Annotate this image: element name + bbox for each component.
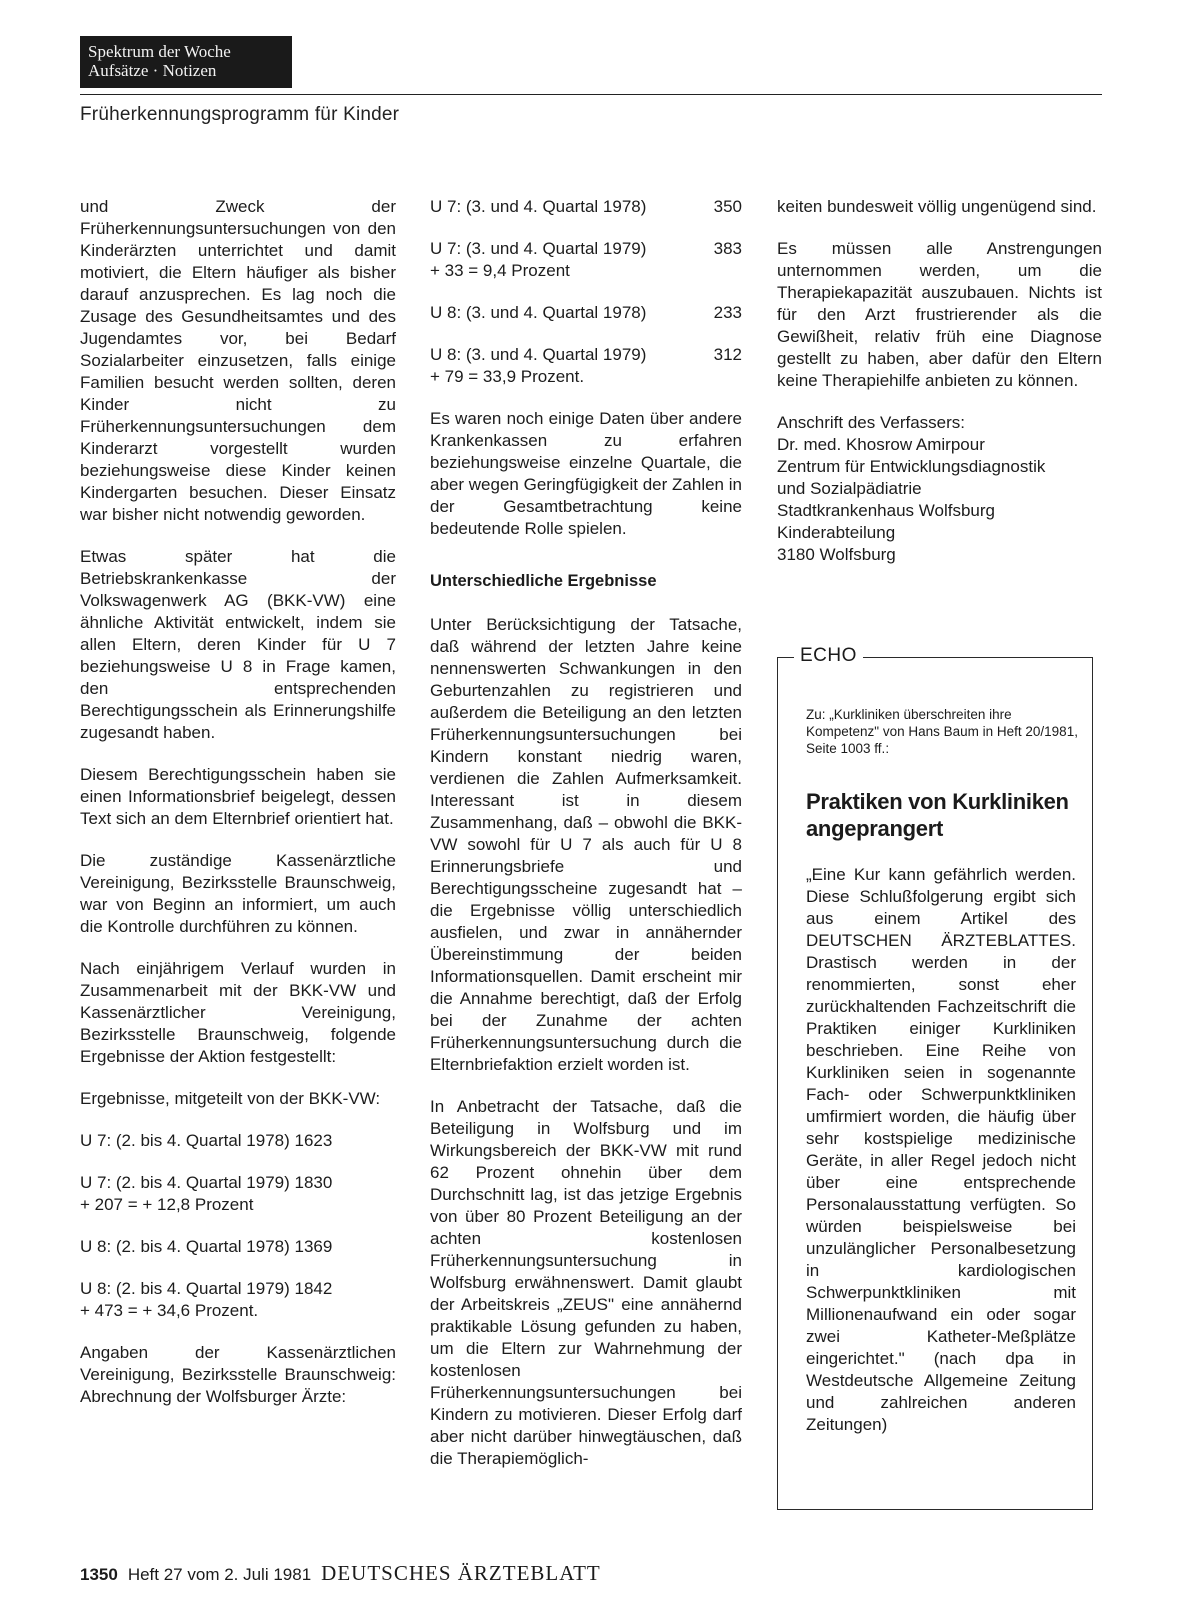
address-title: Anschrift des Verfassers:	[777, 413, 966, 432]
result-line	[430, 344, 742, 388]
result-value: 350	[713, 197, 742, 216]
address-line: Zentrum für Entwicklungsdiagnostik	[777, 457, 1046, 476]
address-line: und Sozialpädiatrie	[777, 479, 922, 498]
result-value: 233	[713, 303, 742, 322]
address-line: Stadtkrankenhaus Wolfsburg	[777, 501, 995, 520]
result-value: 383	[713, 239, 742, 258]
page-number: 1350	[80, 1565, 118, 1584]
paragraph: Nach einjährigem Verlauf wurden in Zusammenarbeit mit der BKK-VW und Kassenärztlicher Vereinigung, Bezirksstelle Braunschweig, folgende Ergebnisse der Aktion festgestellt:	[80, 959, 396, 1066]
issue-info: Heft 27 vom 2. Juli 1981	[127, 1565, 312, 1584]
result-line: U 8: (2. bis 4. Quartal 1978) 1369	[80, 1237, 333, 1256]
result-line	[80, 1172, 396, 1216]
paragraph: Es waren noch einige Daten über andere Krankenkassen zu erfahren beziehungsweise einzelne Quartale, die aber wegen Geringfügigkeit der Zahlen in der Gesamtbetrachtung keine bedeutende Rolle spielen.	[430, 409, 742, 538]
result-line	[430, 238, 742, 282]
result-line	[430, 302, 742, 324]
article-column-3	[777, 196, 1102, 566]
paragraph: Es müssen alle Anstrengungen unternommen werden, um die Therapiekapazität auszubauen. Nichts ist für den Arzt frustrierender als die Gewißheit, relativ früh eine Diagnose gestellt zu haben, aber dafür den Eltern keine Therapiehilfe anbieten zu können.	[777, 239, 1102, 390]
result-line: U 7: (2. bis 4. Quartal 1978) 1623	[80, 1131, 333, 1150]
paragraph: Etwas später hat die Betriebskrankenkasse der Volkswagenwerk AG (BKK-VW) eine ähnliche Aktivität entwickelt, indem sie allen Eltern, deren Kinder für U 7 beziehungsweise U 8 in Frage kamen, den entsprechenden Berechtigungsschein als Erinnerungshilfe zugesandt haben.	[80, 547, 396, 742]
paragraph: In Anbetracht der Tatsache, daß die Beteiligung in Wolfsburg und im Wirkungsbereich der BKK-VW mit rund 62 Prozent ohnehin über dem Durchschnitt lag, ist das jetzige Ergebnis von über 80 Prozent Beteiligung an der achten kostenlosen Früherkennungsuntersuchung in Wolfsburg erwähnenswert. Damit glaubt der Arbeitskreis „ZEUS" eine annähernd praktikable Lösung gefunden zu haben, um die Eltern zur Wahrnehmung der kostenlosen Früherkennungsuntersuchungen bei Kindern zu motivieren. Dieser Erfolg darf aber nicht darüber hinwegtäuschen, daß die Therapiemöglich-	[430, 1097, 742, 1468]
result-label: U 8: (3. und 4. Quartal 1978)	[430, 303, 647, 322]
subheading: Unterschiedliche Ergebnisse	[430, 572, 657, 590]
echo-headline: Praktiken von Kurkliniken angeprangert	[806, 789, 1069, 841]
page-footer	[80, 1561, 601, 1586]
article-column-2	[430, 196, 742, 1490]
paragraph: Die zuständige Kassenärztliche Vereinigung, Bezirksstelle Braunschweig, war von Beginn an informiert, um auch die Kontrolle durchführen zu können.	[80, 851, 396, 936]
result-label: U 8: (2. bis 4. Quartal 1979) 1842	[80, 1279, 333, 1298]
echo-label: ECHO	[794, 645, 863, 667]
echo-body: „Eine Kur kann gefährlich werden. Diese Schlußfolgerung ergibt sich aus einem Artikel des DEUTSCHEN ÄRZTEBLATTES. Drastisch werden in der renommierten, sonst eher zurückhaltenden Fachzeitschrift die Praktiken einiger Kurkliniken beschrieben. Eine Reihe von Kurkliniken seien in sogenannte Fach- oder Schwerpunktkliniken umfirmiert worden, die häufig über sehr kostspielige medizinische Geräte, in aller Regel jedoch nicht über eine entsprechende Personalausstattung verfügten. So würden beispielsweise bei unzulänglicher Personalbesetzung in kardiologischen Schwerpunktkliniken mit Millionenaufwand ein oder sogar zwei Katheter-Meßplätze eingerichtet." (nach dpa in Westdeutsche Allgemeine Zeitung und zahlreichen anderen Zeitungen)	[806, 865, 1076, 1434]
header-divider	[80, 94, 1102, 95]
paragraph: und Zweck der Früherkennungsuntersuchungen von den Kinderärzten unterrichtet und damit motiviert, die Eltern häufiger als bisher darauf anzusprechen. Es lag noch die Zusage des Gesundheitsamtes und des Jugendamtes vor, bei Bedarf Sozialarbeiter einzusetzen, falls einige Familien besucht werden sollten, deren Kinder nicht zu Früherkennungsuntersuchungen dem Kinderarzt vorgestellt wurden beziehungsweise diese Kinder keinen Kindergarten besuchen. Dieser Einsatz war bisher nicht notwendig geworden.	[80, 197, 396, 524]
result-label: U 7: (3. und 4. Quartal 1978)	[430, 197, 647, 216]
section-label-1: Spektrum der Woche	[88, 42, 231, 61]
address-line: Dr. med. Khosrow Amirpour	[777, 435, 985, 454]
section-badge	[80, 36, 292, 88]
article-column-1	[80, 196, 396, 1428]
result-value: 312	[713, 345, 742, 364]
address-line: Kinderabteilung	[777, 523, 896, 542]
paragraph: Ergebnisse, mitgeteilt von der BKK-VW:	[80, 1089, 381, 1108]
paragraph: Unter Berücksichtigung der Tatsache, daß während der letzten Jahre keine nennenswerten Schwankungen in den Geburtenzahlen zu registrieren und außerdem die Beteiligung an den letzten Früherkennungsuntersuchungen bei Kindern konstant niedrig waren, verdienen die Zahlen Aufmerksamkeit. Interessant ist in diesem Zusammenhang, daß – obwohl die BKK-VW sowohl für U 7 als auch für U 8 Erinnerungsbriefe und Berechtigungsscheine zugesandt hat – die Ergebnisse völlig unterschiedlich ausfielen, und zwar in annähernder Übereinstimmung der beiden Informationsquellen. Damit erscheint mir die Annahme berechtigt, daß der Erfolg bei der Zunahme der achten Früherkennungsuntersuchung durch die Elternbriefaktion erzielt worden ist.	[430, 615, 742, 1074]
section-label-2: Aufsätze · Notizen	[88, 61, 217, 80]
result-label: U 7: (2. bis 4. Quartal 1979) 1830	[80, 1173, 333, 1192]
result-label: U 7: (3. und 4. Quartal 1979)	[430, 239, 647, 258]
result-line	[80, 1278, 396, 1322]
paragraph: Angaben der Kassenärztlichen Vereinigung, Bezirksstelle Braunschweig: Abrechnung der Wolfsburger Ärzte:	[80, 1343, 396, 1406]
result-change: + 79 = 33,9 Prozent.	[430, 367, 585, 386]
author-address	[777, 412, 1102, 566]
running-title: Früherkennungsprogramm für Kinder	[80, 104, 400, 125]
result-change: + 473 = + 34,6 Prozent.	[80, 1301, 259, 1320]
result-change: + 33 = 9,4 Prozent	[430, 261, 570, 280]
address-line: 3180 Wolfsburg	[777, 545, 896, 564]
paragraph: keiten bundesweit völlig ungenügend sind.	[777, 197, 1097, 216]
journal-name: DEUTSCHES ÄRZTEBLATT	[321, 1561, 601, 1585]
result-change: + 207 = + 12,8 Prozent	[80, 1195, 254, 1214]
echo-reference: Zu: „Kurkliniken überschreiten ihre Kompetenz" von Hans Baum in Heft 20/1981, Seite 1003 ff.:	[806, 707, 1078, 756]
result-label: U 8: (3. und 4. Quartal 1979)	[430, 345, 647, 364]
result-line	[430, 196, 742, 218]
paragraph: Diesem Berechtigungsschein haben sie einen Informationsbrief beigelegt, dessen Text sich an dem Elternbrief orientiert hat.	[80, 765, 396, 828]
